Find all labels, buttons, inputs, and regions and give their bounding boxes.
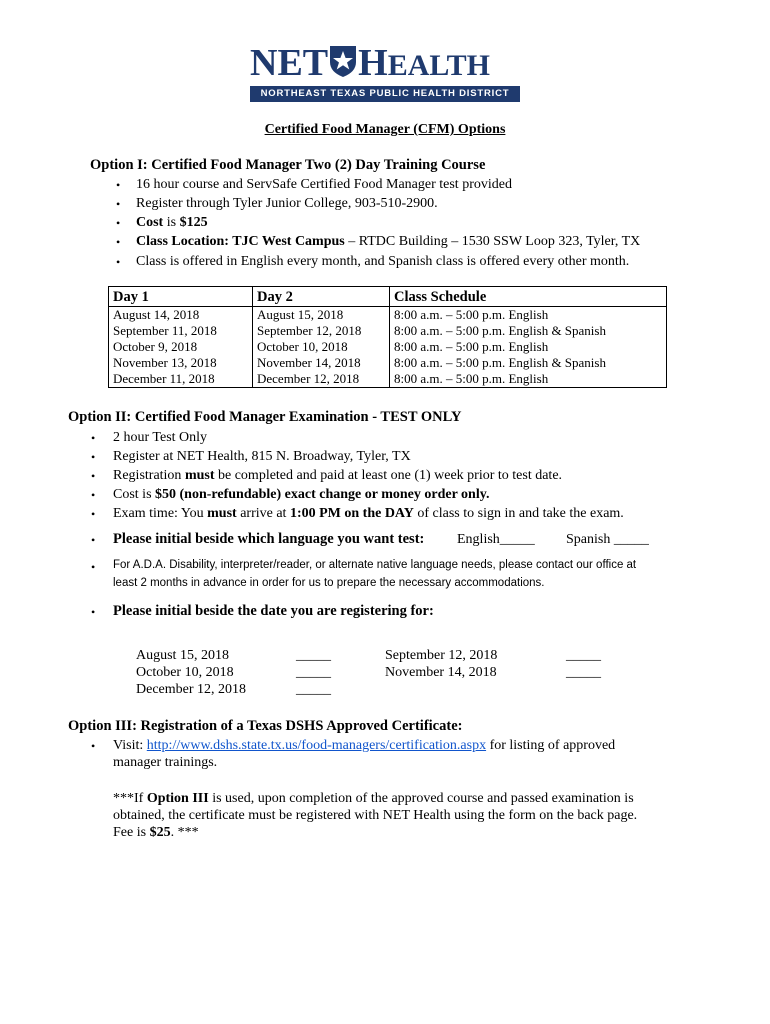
visit-label: Visit:: [113, 738, 147, 753]
option1-heading: Option I: Certified Food Manager Two (2) Day Training Course: [90, 157, 486, 173]
option3-note-line2: obtained, the certificate must be registered with NET Health using the form on the back page.: [113, 808, 638, 823]
schedule-table: [108, 286, 667, 388]
bullet-icon: •: [91, 533, 96, 547]
page-title: Certified Food Manager (CFM) Options: [264, 122, 506, 137]
cell-day1: September 11, 2018: [109, 323, 253, 339]
date-initial-label: Please initial beside the date you are registering for:: [113, 603, 434, 619]
bullet-icon: •: [91, 605, 96, 619]
cell-day1: December 11, 2018: [109, 371, 253, 388]
option1-bullet-2: Register through Tyler Junior College, 903-510-2900.: [136, 196, 438, 211]
bullet-icon: •: [91, 450, 96, 464]
english-initial-field[interactable]: English_____: [457, 532, 535, 547]
exam-time-emphasis: 1:00 PM on the DAY: [289, 506, 414, 521]
bullet-icon: •: [116, 197, 121, 211]
cell-day2: September 12, 2018: [253, 323, 390, 339]
option1-bullet-3: [136, 215, 208, 231]
header-day1: Day 1: [109, 287, 253, 307]
logo-word-net: NET: [250, 42, 329, 84]
option1-bullet-1: 16 hour course and ServSafe Certified Food Manager test provided: [136, 177, 512, 192]
logo-word-health-rest: EALTH: [387, 49, 490, 82]
registration-text: Registration: [113, 468, 185, 483]
option3-heading: Option III: Registration of a Texas DSHS Approved Certificate:: [68, 718, 463, 734]
option3-visit-line2: manager trainings.: [113, 755, 218, 770]
date-right-1-blank[interactable]: _____: [566, 648, 601, 663]
bullet-icon: •: [116, 178, 121, 192]
bullet-icon: •: [91, 739, 96, 753]
texas-star-icon: [328, 44, 358, 78]
bullet-icon: •: [91, 560, 96, 574]
option3-visit-line: [113, 738, 615, 754]
class-location-address: – RTDC Building – 1530 SSW Loop 323, Tyler, TX: [344, 234, 641, 249]
must-emphasis: must: [207, 506, 237, 521]
date-left-3-blank[interactable]: _____: [296, 682, 331, 697]
cell-schedule: 8:00 a.m. – 5:00 p.m. English: [390, 371, 667, 388]
net-health-logo: [250, 42, 520, 104]
option2-bullet-4: [113, 487, 489, 503]
date-left-1: August 15, 2018: [136, 648, 229, 663]
spanish-initial-field[interactable]: Spanish _____: [566, 532, 649, 547]
bullet-icon: •: [116, 255, 121, 269]
date-left-3: December 12, 2018: [136, 682, 247, 697]
note-suffix: . ***: [170, 825, 199, 840]
fee-label: Fee is: [113, 825, 150, 840]
cell-day2: August 15, 2018: [253, 307, 390, 324]
date-left-1-blank[interactable]: _____: [296, 648, 331, 663]
bullet-icon: •: [116, 235, 121, 249]
fee-value: $25: [149, 825, 171, 840]
date-right-2-blank[interactable]: _____: [566, 665, 601, 680]
language-initial-label: Please initial beside which language you want test:: [113, 531, 425, 547]
header-class-schedule: Class Schedule: [390, 287, 667, 307]
visit-rest: for listing of approved: [486, 738, 616, 753]
table-row: [109, 355, 667, 371]
table-row: [109, 339, 667, 355]
cell-day2: October 10, 2018: [253, 339, 390, 355]
registration-text-rest: be completed and paid at least one (1) week prior to test date.: [214, 468, 563, 483]
cell-day2: November 14, 2018: [253, 355, 390, 371]
cell-schedule: 8:00 a.m. – 5:00 p.m. English: [390, 307, 667, 324]
must-emphasis: must: [184, 468, 215, 483]
date-left-2: October 10, 2018: [136, 665, 234, 680]
table-row: [109, 371, 667, 388]
dshs-certification-link[interactable]: http://www.dshs.state.tx.us/food-managers/certification.aspx: [146, 738, 487, 753]
cell-day1: October 9, 2018: [109, 339, 253, 355]
ada-notice-line2: least 2 months in advance in order for us to prepare the necessary accommodations.: [113, 577, 545, 589]
cell-schedule: 8:00 a.m. – 5:00 p.m. English: [390, 339, 667, 355]
bullet-icon: •: [91, 431, 96, 445]
cost-is: is: [163, 215, 180, 230]
cost-label: Cost: [136, 215, 164, 230]
bullet-icon: •: [91, 469, 96, 483]
exam-time-text-mid: arrive at: [236, 506, 290, 521]
cell-day1: November 13, 2018: [109, 355, 253, 371]
cell-day2: December 12, 2018: [253, 371, 390, 388]
logo-wordmark: [250, 42, 520, 84]
option1-bullet-4: [136, 234, 640, 250]
exam-time-text: Exam time: You: [113, 506, 208, 521]
date-right-1: September 12, 2018: [385, 648, 498, 663]
date-right-2: November 14, 2018: [385, 665, 497, 680]
bullet-icon: •: [91, 488, 96, 502]
logo-word-health-h: H: [358, 42, 388, 84]
option3-note-line3: [113, 825, 199, 841]
option1-bullet-5: Class is offered in English every month, and Spanish class is offered every other month.: [136, 254, 630, 269]
option2-bullet-5: [113, 506, 624, 522]
cell-day1: August 14, 2018: [109, 307, 253, 324]
cost-emphasis: $50 (non-refundable) exact change or money order only.: [155, 487, 490, 502]
bullet-icon: •: [91, 507, 96, 521]
note-prefix: ***If: [113, 791, 147, 806]
exam-time-text-rest: of class to sign in and take the exam.: [413, 506, 624, 521]
note-option-emphasis: Option III: [146, 791, 209, 806]
cell-schedule: 8:00 a.m. – 5:00 p.m. English & Spanish: [390, 355, 667, 371]
note-text: is used, upon completion of the approved course and passed examination is: [208, 791, 634, 806]
cost-text: Cost is: [113, 487, 156, 502]
option3-note-line1: [113, 791, 634, 807]
header-day2: Day 2: [253, 287, 390, 307]
option2-bullet-1: 2 hour Test Only: [113, 430, 208, 445]
class-location-label: Class Location: TJC West Campus: [136, 234, 345, 249]
date-left-2-blank[interactable]: _____: [296, 665, 331, 680]
option2-bullet-2: Register at NET Health, 815 N. Broadway, Tyler, TX: [113, 449, 411, 464]
option2-heading: Option II: Certified Food Manager Examination - TEST ONLY: [68, 409, 462, 425]
option2-bullet-3: [113, 468, 562, 484]
table-row: [109, 307, 667, 324]
logo-district-band: NORTHEAST TEXAS PUBLIC HEALTH DISTRICT: [250, 86, 520, 102]
cost-value: $125: [179, 215, 208, 230]
bullet-icon: •: [116, 216, 121, 230]
cell-schedule: 8:00 a.m. – 5:00 p.m. English & Spanish: [390, 323, 667, 339]
ada-notice-line1: For A.D.A. Disability, interpreter/reader, or alternate native language needs, please contact our office at: [113, 559, 637, 571]
table-row: [109, 323, 667, 339]
schedule-header-row: [109, 287, 667, 307]
